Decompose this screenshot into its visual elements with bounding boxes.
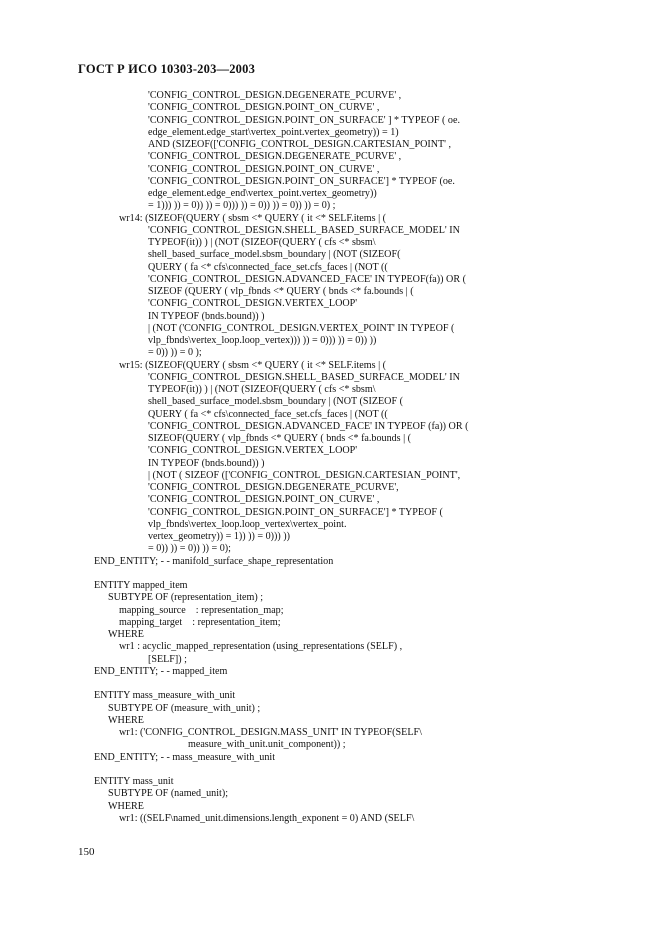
- code-line: 'CONFIG_CONTROL_DESIGN.DEGENERATE_PCURVE' ,: [148, 90, 402, 101]
- code-line: 'CONFIG_CONTROL_DESIGN.SHELL_BASED_SURFACE_MODEL' IN: [148, 224, 460, 236]
- code-line: 'CONFIG_CONTROL_DESIGN.VERTEX_LOOP': [148, 298, 358, 310]
- code-line: wr15: (SIZEOF(QUERY ( sbsm <* QUERY ( it <* SELF.items | (: [119, 359, 386, 371]
- code-line: SUBTYPE OF (measure_with_unit) ;: [108, 702, 261, 714]
- code-line: measure_with_unit.unit_component)) ;: [188, 739, 346, 751]
- code-line: AND (SIZEOF(['CONFIG_CONTROL_DESIGN.CARTESIAN_POINT' ,: [148, 139, 452, 150]
- code-line: ENTITY mass_measure_with_unit: [94, 690, 236, 702]
- code-line: 'CONFIG_CONTROL_DESIGN.DEGENERATE_PCURVE' ,: [148, 151, 402, 163]
- code-line: = 0)) )) = 0 );: [148, 347, 202, 359]
- code-line: TYPEOF(it)) ) | (NOT (SIZEOF(QUERY ( cfs <* sbsm\: [148, 384, 376, 395]
- code-line: vlp_fbnds\vertex_loop.loop_vertex\vertex_point.: [148, 518, 347, 530]
- code-line: WHERE: [108, 714, 144, 726]
- code-line: SIZEOF(QUERY ( vlp_fbnds <* QUERY ( bnds <* fa.bounds | (: [148, 433, 412, 444]
- code-line: WHERE: [108, 629, 144, 640]
- code-line: TYPEOF(it)) ) | (NOT (SIZEOF(QUERY ( cfs <* sbsm\: [148, 237, 376, 248]
- code-line: 'CONFIG_CONTROL_DESIGN.ADVANCED_FACE' IN TYPEOF (fa)) OR (: [148, 420, 469, 432]
- code-line: edge_element.edge_end\vertex_point.vertex_geometry)): [148, 188, 377, 199]
- code-line: 'CONFIG_CONTROL_DESIGN.POINT_ON_SURFACE'] * TYPEOF (oe.: [148, 175, 455, 187]
- code-line: 'CONFIG_CONTROL_DESIGN.VERTEX_LOOP': [148, 445, 358, 457]
- code-line: ENTITY mass_unit: [94, 776, 174, 787]
- code-line: [SELF]) ;: [148, 653, 187, 665]
- code-line: edge_element.edge_start\vertex_point.vertex_geometry)) = 1): [148, 126, 399, 138]
- code-line: END_ENTITY; - - mapped_item: [94, 665, 228, 677]
- code-line: wr1: ((SELF\named_unit.dimensions.length_exponent = 0) AND (SELF\: [119, 812, 415, 824]
- code-line: QUERY ( fa <* cfs\connected_face_set.cfs_faces | (NOT ((: [148, 408, 388, 420]
- code-line: | (NOT ('CONFIG_CONTROL_DESIGN.VERTEX_POINT' IN TYPEOF (: [148, 322, 455, 334]
- code-line: = 1))) )) = 0)) )) = 0))) )) = 0)) )) = 0)) )) = 0) ;: [148, 200, 336, 212]
- code-line: shell_based_surface_model.sbsm_boundary | (NOT (SIZEOF (: [148, 396, 403, 408]
- code-line: SUBTYPE OF (representation_item) ;: [108, 592, 264, 604]
- code-line: mapping_target : representation_item;: [119, 616, 281, 628]
- code-line: | (NOT ( SIZEOF (['CONFIG_CONTROL_DESIGN.CARTESIAN_POINT',: [148, 469, 461, 481]
- code-line: QUERY ( fa <* cfs\connected_face_set.cfs_faces | (NOT ((: [148, 261, 388, 273]
- code-line: 'CONFIG_CONTROL_DESIGN.POINT_ON_CURVE' ,: [148, 494, 380, 506]
- code-line: = 0)) )) = 0)) )) = 0);: [148, 543, 231, 555]
- code-line: WHERE: [108, 800, 144, 812]
- code-line: shell_based_surface_model.sbsm_boundary | (NOT (SIZEOF(: [148, 249, 401, 261]
- code-line: ENTITY mapped_item: [94, 580, 188, 591]
- code-line: 'CONFIG_CONTROL_DESIGN.POINT_ON_SURFACE'] * TYPEOF (: [148, 506, 443, 518]
- code-line: mapping_source : representation_map;: [119, 604, 284, 616]
- code-line: wr1 : acyclic_mapped_representation (using_representations (SELF) ,: [119, 641, 403, 653]
- code-line: 'CONFIG_CONTROL_DESIGN.SHELL_BASED_SURFACE_MODEL' IN: [148, 371, 460, 383]
- code-line: 'CONFIG_CONTROL_DESIGN.POINT_ON_SURFACE' ] * TYPEOF ( oe.: [148, 114, 460, 126]
- code-line: vlp_fbnds\vertex_loop.loop_vertex))) )) = 0))) )) = 0)) )): [148, 335, 377, 346]
- code-line: SIZEOF (QUERY ( vlp_fbnds <* QUERY ( bnds <* fa.bounds | (: [148, 286, 414, 297]
- code-line: wr1: ('CONFIG_CONTROL_DESIGN.MASS_UNIT' IN TYPEOF(SELF\: [119, 727, 422, 738]
- code-line: IN TYPEOF (bnds.bound)) ): [148, 457, 265, 469]
- code-line: 'CONFIG_CONTROL_DESIGN.POINT_ON_CURVE' ,: [148, 102, 380, 114]
- page-number: 150: [78, 846, 95, 858]
- code-line: END_ENTITY; - - mass_measure_with_unit: [94, 751, 276, 763]
- code-line: IN TYPEOF (bnds.bound)) ): [148, 310, 265, 322]
- code-line: 'CONFIG_CONTROL_DESIGN.DEGENERATE_PCURVE',: [148, 482, 399, 493]
- code-line: 'CONFIG_CONTROL_DESIGN.POINT_ON_CURVE' ,: [148, 163, 380, 175]
- code-line: 'CONFIG_CONTROL_DESIGN.ADVANCED_FACE' IN TYPEOF(fa)) OR (: [148, 273, 466, 285]
- code-line: SUBTYPE OF (named_unit);: [108, 788, 229, 800]
- code-line: wr14: (SIZEOF(QUERY ( sbsm <* QUERY ( it <* SELF.items | (: [119, 212, 386, 224]
- code-line: vertex_geometry)) = 1)) )) = 0))) )): [148, 531, 290, 542]
- code-line: END_ENTITY; - - manifold_surface_shape_representation: [94, 555, 334, 567]
- page-header: ГОСТ Р ИСО 10303-203—2003: [78, 62, 256, 76]
